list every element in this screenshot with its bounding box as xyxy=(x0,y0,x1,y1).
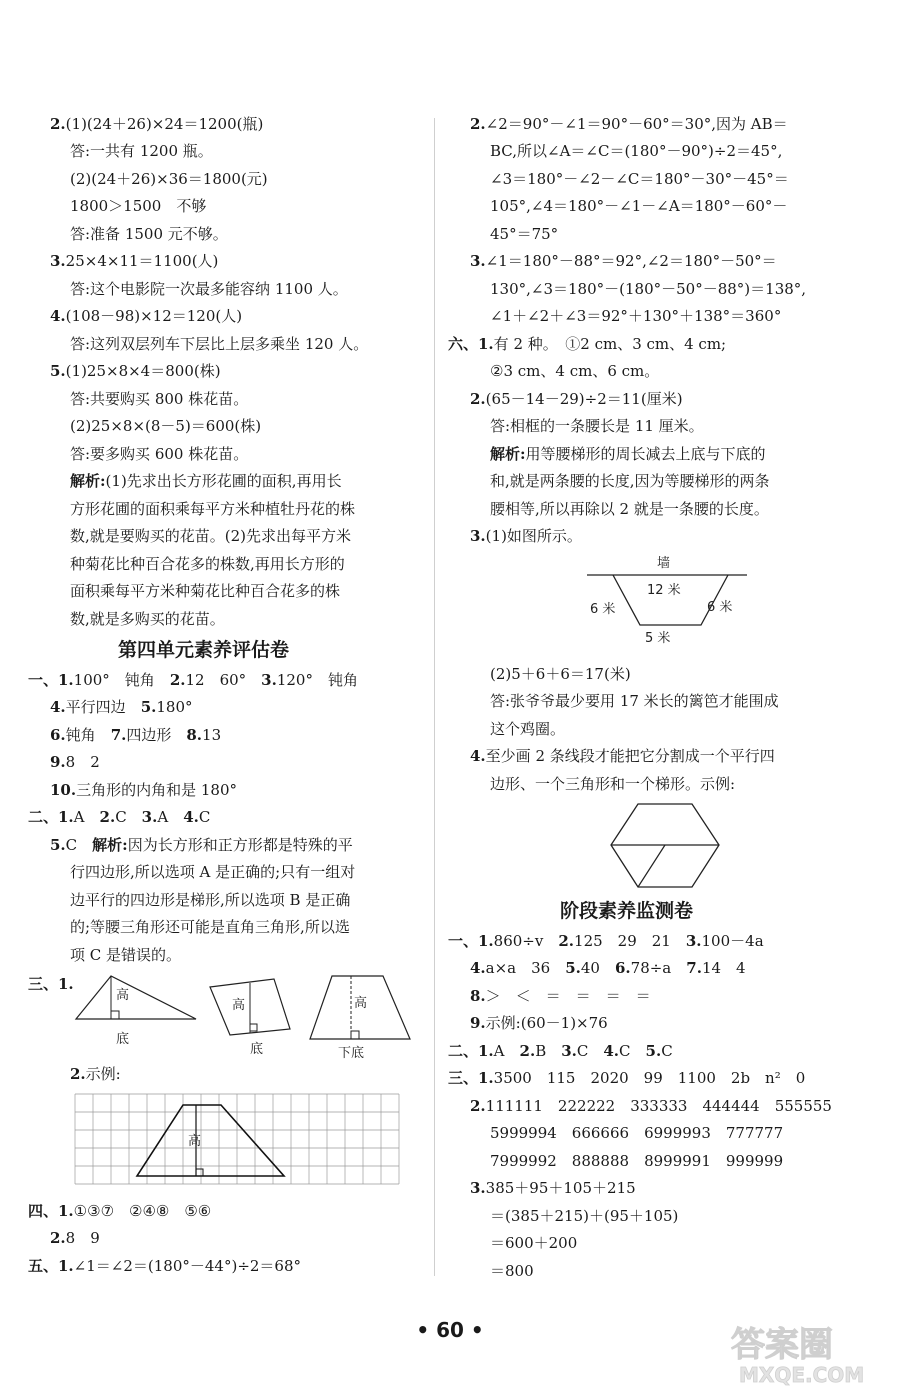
text-line: 项 C 是错误的。 xyxy=(70,946,182,964)
text-line: 2.示例: xyxy=(70,1065,121,1083)
text-line: 数,就是要购买的花苗。(2)先求出每平方米 xyxy=(70,527,352,545)
text-line: 4.至少画 2 条线段才能把它分割成一个平行四 xyxy=(470,747,775,765)
text-line: 解析:用等腰梯形的周长减去上底与下底的 xyxy=(490,445,766,463)
text-line: 二、1.A 2.B 3.C 4.C 5.C xyxy=(448,1042,673,1060)
text-line: 2.8 9 xyxy=(50,1229,100,1247)
text-line: 答:这列双层列车下层比上层多乘坐 120 人。 xyxy=(70,335,369,353)
text-line: ②3 cm、4 cm、6 cm。 xyxy=(490,362,660,380)
text-line: 10.三角形的内角和是 180° xyxy=(50,781,238,799)
watermark-line1: 答案圈 xyxy=(731,1325,833,1365)
text-line: 答:准备 1500 元不够。 xyxy=(70,225,228,243)
text-line: 的;等腰三角形还可能是直角三角形,所以选 xyxy=(70,918,350,936)
question-label: 三、1. xyxy=(28,975,74,993)
text-line: 答:这个电影院一次最多能容纳 1100 人。 xyxy=(70,280,348,298)
wall-label: 墙 xyxy=(657,556,671,571)
tri-height-label: 高 xyxy=(116,988,130,1003)
bottom-length-label: 5 米 xyxy=(645,631,671,646)
text-line: 5.(1)25×8×4＝800(株) xyxy=(50,362,221,380)
text-line: 和,就是两条腰的长度,因为等腰梯形的两条 xyxy=(490,472,770,490)
text-line: 方形花圃的面积乘每平方米种植牡丹花的株 xyxy=(70,500,356,518)
text-line: 一、1.860÷v 2.125 29 21 3.100－4a xyxy=(448,932,764,950)
text-line: ∠1＋∠2＋∠3＝92°＋130°＋138°＝360° xyxy=(490,307,782,325)
text-line: 3.25×4×11＝1100(人) xyxy=(50,252,219,270)
text-line: 5.C 解析:因为长方形和正方形都是特殊的平 xyxy=(50,836,353,854)
text-line: 130°,∠3＝180°－(180°－50°－88°)＝138°, xyxy=(490,280,807,298)
right-length-label: 6 米 xyxy=(707,600,733,615)
text-line: 2.∠2＝90°－∠1＝90°－60°＝30°,因为 AB＝ xyxy=(470,115,788,133)
text-line: 3.385＋95＋105＋215 xyxy=(470,1179,636,1197)
text-line: 二、1.A 2.C 3.A 4.C xyxy=(28,808,211,826)
text-line: ∠3＝180°－∠2－∠C＝180°－30°－45°＝ xyxy=(490,170,789,188)
text-line: (2)(24＋26)×36＝1800(元) xyxy=(70,170,268,188)
text-line: 45°＝75° xyxy=(490,225,559,243)
text-line: 3.(1)如图所示。 xyxy=(470,527,582,545)
watermark-logo xyxy=(725,1318,895,1386)
watermark-line2: MXQE.COM xyxy=(739,1363,865,1386)
text-line: 8.＞ ＜ ＝ ＝ ＝ ＝ xyxy=(470,987,651,1005)
tri-base-label: 底 xyxy=(116,1032,130,1047)
trap-height-label: 高 xyxy=(354,996,368,1011)
text-line: ＝800 xyxy=(490,1262,534,1280)
text-line: (2)25×8×(8－5)＝600(株) xyxy=(70,417,262,435)
text-line: 答:共要购买 800 株花苗。 xyxy=(70,390,249,408)
text-line: 9.示例:(60－1)×76 xyxy=(470,1014,608,1032)
page-number: • 60 • xyxy=(416,1318,484,1342)
wall-trapezoid-figure xyxy=(583,553,753,651)
text-line: 4.平行四边 5.180° xyxy=(50,698,193,716)
text-line: 9.8 2 xyxy=(50,753,100,771)
hexagon-figure xyxy=(608,801,724,893)
text-line: 腰相等,所以再除以 2 就是一条腰的长度。 xyxy=(490,500,769,518)
text-line: 105°,∠4＝180°－∠1－∠A＝180°－60°－ xyxy=(490,197,788,215)
text-line: 解析:(1)先求出长方形花圃的面积,再用长 xyxy=(70,472,342,490)
text-line: 这个鸡圈。 xyxy=(490,720,566,738)
text-line: 答:张爷爷最少要用 17 米长的篱笆才能围成 xyxy=(490,692,779,710)
text-line: ＝(385＋215)＋(95＋105) xyxy=(490,1207,679,1225)
text-line: 行四边形,所以选项 A 是正确的;只有一组对 xyxy=(70,863,356,881)
text-line: 2.(1)(24＋26)×24＝1200(瓶) xyxy=(50,115,264,133)
text-line: 面积乘每平方米种菊花比种百合花多的株 xyxy=(70,582,341,600)
text-line: 6.钝角 7.四边形 8.13 xyxy=(50,726,222,744)
text-line: 边平行的四边形是梯形,所以选项 B 是正确 xyxy=(70,891,351,909)
text-line: (2)5＋6＋6＝17(米) xyxy=(490,665,631,683)
text-line: 五、1.∠1＝∠2＝(180°－44°)÷2＝68° xyxy=(28,1257,302,1275)
text-line: 3.∠1＝180°－88°＝92°,∠2＝180°－50°＝ xyxy=(470,252,777,270)
text-line: 三、1.3500 115 2020 99 1100 2b n² 0 xyxy=(448,1069,806,1087)
section-heading: 第四单元素养评估卷 xyxy=(118,639,290,661)
triangle-shape xyxy=(76,976,196,1047)
text-line: ＝600＋200 xyxy=(490,1234,578,1252)
para-height-label: 高 xyxy=(232,998,246,1013)
text-line: 数,就是多购买的花苗。 xyxy=(70,610,225,628)
column-divider xyxy=(434,118,435,1276)
text-line: 4.a×a 36 5.40 6.78÷a 7.14 4 xyxy=(470,959,746,977)
top-length-label: 12 米 xyxy=(647,583,681,598)
text-line: 一、1.100° 钝角 2.12 60° 3.120° 钝角 xyxy=(28,671,358,689)
text-line: 种菊花比种百合花多的株数,再用长方形的 xyxy=(70,555,345,573)
text-line: 四、1.①③⑦ ②④⑧ ⑤⑥ xyxy=(28,1202,212,1220)
trapezoid-shape xyxy=(310,976,410,1061)
left-length-label: 6 米 xyxy=(590,602,616,617)
text-line: 2.(65－14－29)÷2＝11(厘米) xyxy=(470,390,683,408)
height-shapes-figure xyxy=(68,973,428,1063)
text-line: 7999992 888888 8999991 999999 xyxy=(490,1152,784,1170)
grid-height-label: 高 xyxy=(188,1134,202,1149)
grid-trapezoid-figure xyxy=(74,1093,400,1185)
text-line: BC,所以∠A＝∠C＝(180°－90°)÷2＝45°, xyxy=(490,142,783,160)
text-line: 边形、一个三角形和一个梯形。示例: xyxy=(490,775,736,793)
section-heading: 阶段素养监测卷 xyxy=(560,900,694,922)
text-line: 4.(108－98)×12＝120(人) xyxy=(50,307,243,325)
parallelogram-shape xyxy=(210,979,290,1057)
text-line: 2.111111 222222 333333 444444 555555 xyxy=(470,1097,832,1115)
text-line: 5999994 666666 6999993 777777 xyxy=(490,1124,784,1142)
trap-base-label: 下底 xyxy=(338,1046,365,1061)
text-line: 答:一共有 1200 瓶。 xyxy=(70,142,213,160)
text-line: 六、1.有 2 种。 ①2 cm、3 cm、4 cm; xyxy=(448,335,727,353)
text-line: 1800＞1500 不够 xyxy=(70,197,207,215)
para-base-label: 底 xyxy=(250,1042,264,1057)
text-line: 答:要多购买 600 株花苗。 xyxy=(70,445,249,463)
text-line: 答:相框的一条腰长是 11 厘米。 xyxy=(490,417,704,435)
